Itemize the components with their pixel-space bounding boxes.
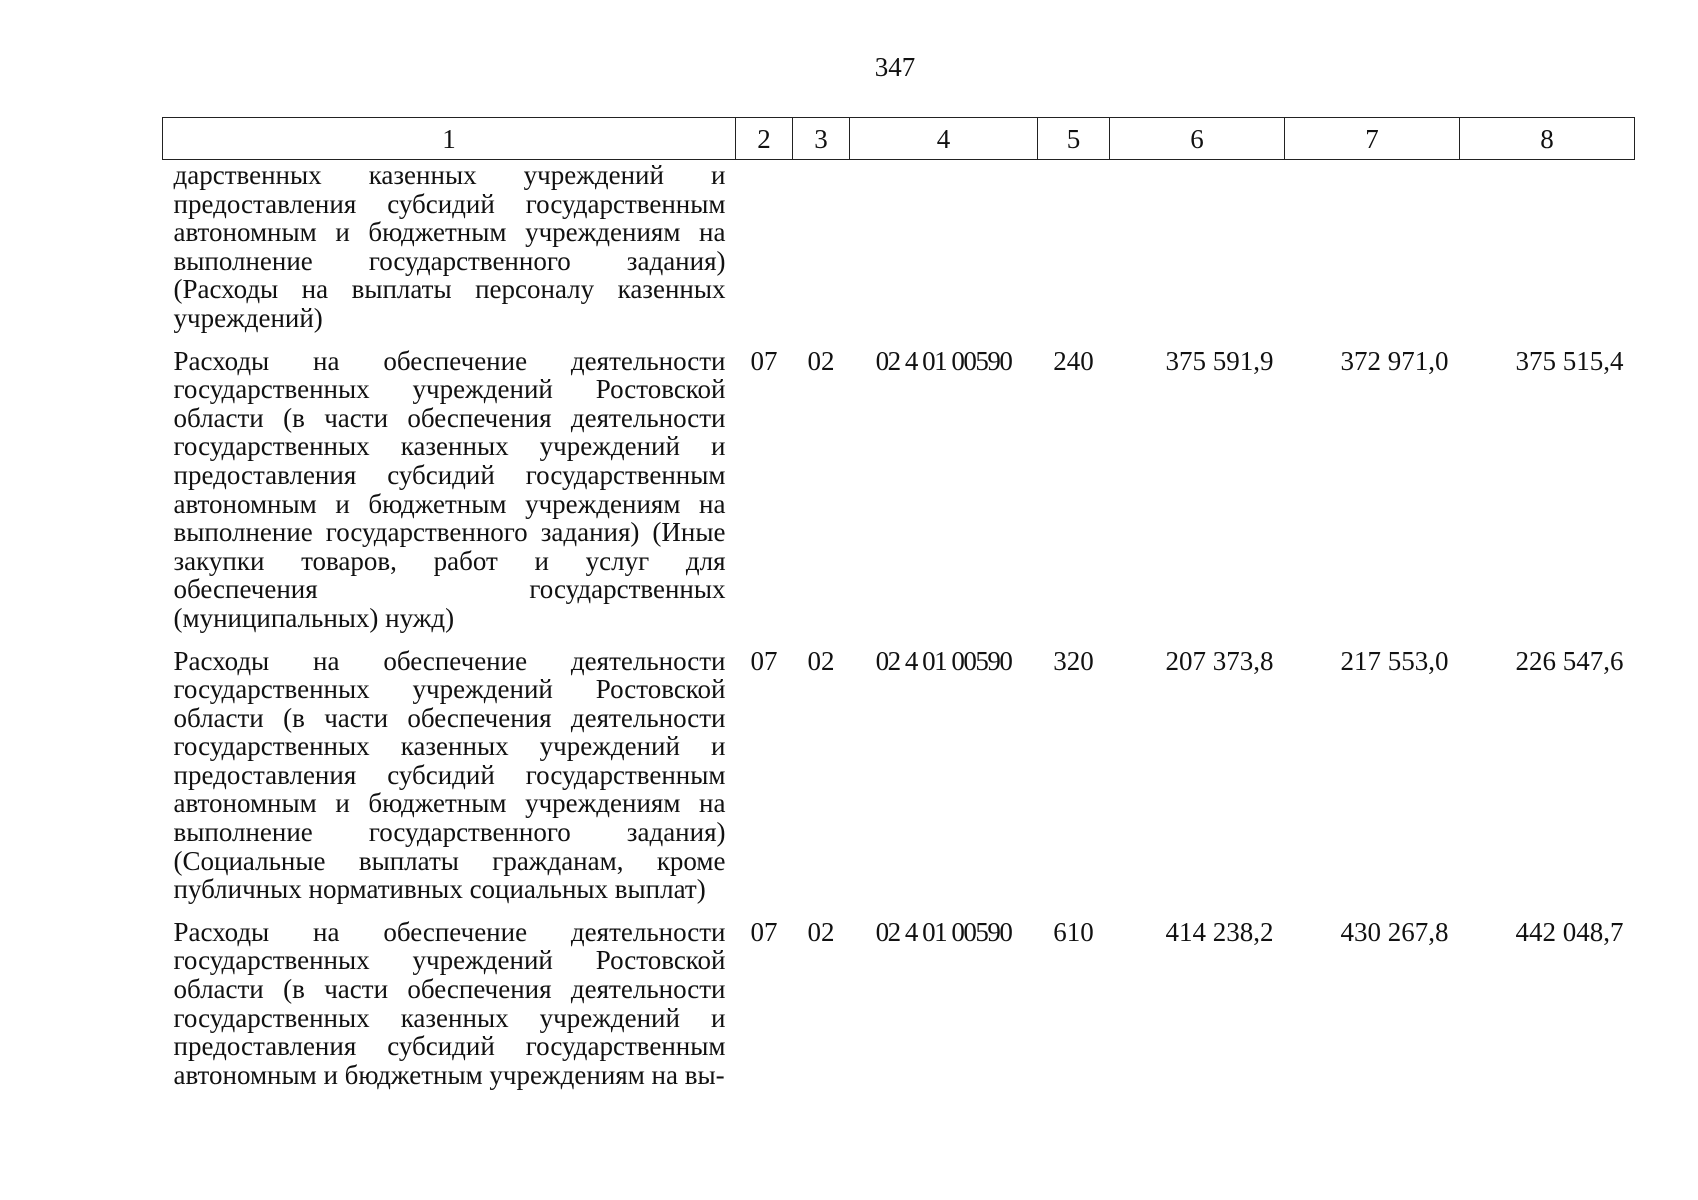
header-col-6: 6	[1110, 118, 1285, 160]
table-row	[163, 160, 1635, 333]
table-header	[163, 118, 1635, 160]
row-value-col8: 375 515,4	[1515, 345, 1624, 376]
row-pr	[793, 160, 850, 333]
row-rz: 07	[750, 345, 778, 376]
row-pr: 02	[807, 916, 835, 947]
row-value-col7: 430 267,8	[1340, 916, 1449, 947]
row-vr: 610	[1053, 916, 1094, 947]
row-description-text: Расходы на обеспечение деятельности государственных учреждений Ростовской области (в части обеспечения деятельности государственных казенных учреждений и предоставления субсидий государственным автономным и бюджетным учреждениям на выполнение государственного задания) (Социальные выплаты гражданам, кроме публичных нормативных социальных выплат)	[173, 645, 726, 905]
row-description	[163, 333, 736, 633]
row-value-col8	[1460, 160, 1635, 333]
row-value-col7	[1285, 160, 1460, 333]
budget-table	[162, 117, 1635, 1089]
row-pr: 02	[807, 645, 835, 676]
row-csr: 02 4 01 00590	[875, 645, 1012, 676]
row-value-col6: 414 238,2	[1165, 916, 1274, 947]
row-value-col7: 372 971,0	[1340, 345, 1449, 376]
row-vr: 320	[1053, 645, 1094, 676]
row-description	[163, 904, 736, 1090]
row-description	[163, 160, 736, 333]
row-csr: 02 4 01 00590	[875, 916, 1012, 947]
table-row	[163, 333, 1635, 633]
row-value-col7: 217 553,0	[1340, 645, 1449, 676]
row-vr: 240	[1053, 345, 1094, 376]
row-rz: 07	[750, 916, 778, 947]
row-rz	[736, 160, 793, 333]
header-row	[163, 118, 1635, 160]
row-rz: 07	[750, 645, 778, 676]
header-col-7: 7	[1285, 118, 1460, 160]
header-col-4: 4	[850, 118, 1038, 160]
row-value-col6	[1110, 160, 1285, 333]
table-row	[163, 633, 1635, 904]
header-col-5: 5	[1038, 118, 1110, 160]
table-row	[163, 904, 1635, 1090]
row-description-text: Расходы на обеспечение деятельности государственных учреждений Ростовской области (в части обеспечения деятельности государственных казенных учреждений и предоставления субсидий государственным автономным и бюджетным учреждениям на вы-	[173, 916, 726, 1090]
header-col-3: 3	[793, 118, 850, 160]
row-csr	[850, 160, 1038, 333]
row-value-col8: 442 048,7	[1515, 916, 1624, 947]
page-number: 347	[874, 52, 916, 82]
row-value-col6: 207 373,8	[1165, 645, 1274, 676]
row-description	[163, 633, 736, 904]
row-vr	[1038, 160, 1110, 333]
row-value-col8: 226 547,6	[1515, 645, 1624, 676]
row-csr: 02 4 01 00590	[875, 345, 1012, 376]
row-value-col6: 375 591,9	[1165, 345, 1274, 376]
row-description-text: Расходы на обеспечение деятельности государственных учреждений Ростовской области (в части обеспечения деятельности государственных казенных учреждений и предоставления субсидий государственным автономным и бюджетным учреждениям на выполнение государственного задания) (Иные закупки товаров, работ и услуг для обеспечения государственных (муниципальных) нужд)	[173, 345, 726, 633]
table-body	[163, 160, 1635, 1090]
header-col-1: 1	[163, 118, 736, 160]
header-col-2: 2	[736, 118, 793, 160]
row-pr: 02	[807, 345, 835, 376]
header-col-8: 8	[1460, 118, 1635, 160]
row-description-text: дарственных казенных учреждений и предоставления субсидий государственным автономным и бюджетным учреждениям на выполнение государственного задания) (Расходы на выплаты персоналу казенных учреждений)	[173, 160, 726, 333]
